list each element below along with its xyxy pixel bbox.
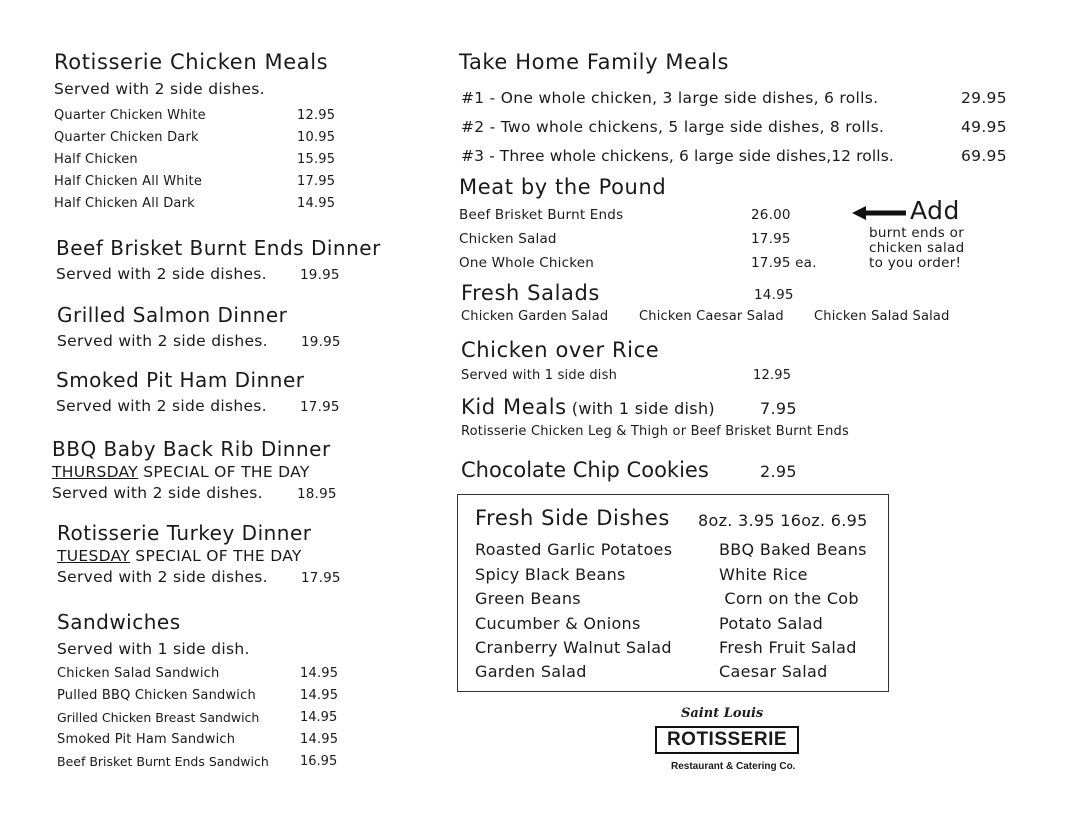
item-name: Half Chicken All White [54,174,203,189]
salads-price: 14.95 [754,287,794,303]
sandwiches-subtitle: Served with 1 side dish. [57,640,250,658]
sides-title: Fresh Side Dishes [475,506,670,530]
logo-name: ROTISSERIE [655,726,799,754]
side-item: Spicy Black Beans [475,565,626,584]
salmon-dinner-title: Grilled Salmon Dinner [57,303,288,327]
kids-note: (with 1 side dish) [571,399,715,418]
item-name: #3 - Three whole chickens, 6 large side dishes,12 rolls. [461,147,894,165]
item-price: 14.95 [297,196,336,211]
item-price: 12.95 [297,108,336,123]
item-price: 49.95 [961,118,1007,136]
salmon-dinner-subtitle: Served with 2 side dishes. [57,332,268,350]
item-name: Chicken Salad Sandwich [57,666,220,681]
add-note [869,226,964,271]
sandwiches-title: Sandwiches [57,610,181,634]
rib-dinner-title: BBQ Baby Back Rib Dinner [52,437,331,461]
salads-title: Fresh Salads [461,281,600,305]
side-item: Caesar Salad [719,662,828,681]
item-price: 14.95 [300,710,338,725]
side-item: BBQ Baked Beans [719,540,867,559]
brisket-dinner-title: Beef Brisket Burnt Ends Dinner [56,236,381,260]
logo-script: Saint Louis [681,706,764,721]
item-price: 17.95 ea. [751,255,817,271]
item-name: Pulled BBQ Chicken Sandwich [57,688,256,703]
brisket-dinner-subtitle: Served with 2 side dishes. [56,265,267,283]
cookies-price: 2.95 [760,462,797,481]
side-item: Fresh Fruit Salad [719,638,857,657]
rib-dinner-price: 18.95 [297,486,337,502]
rice-title: Chicken over Rice [461,338,660,362]
side-item: Cranberry Walnut Salad [475,638,672,657]
item-name: Half Chicken [54,152,138,167]
rib-dinner-subtitle: Served with 2 side dishes. [52,484,263,502]
item-price: 17.95 [297,174,336,189]
logo-tagline: Restaurant & Catering Co. [671,761,796,772]
salmon-dinner-price: 19.95 [301,334,341,350]
item-price: 16.95 [300,754,338,769]
sides-sizes: 8oz. 3.95 16oz. 6.95 [698,511,868,530]
add-note-line: to you order! [869,255,962,271]
add-note-line: burnt ends or [869,225,965,241]
salad-item: Chicken Garden Salad [461,309,609,324]
cookies-title: Chocolate Chip Cookies [461,458,709,482]
side-item: Green Beans [475,589,581,608]
side-item: Potato Salad [719,614,824,633]
item-name: Beef Brisket Burnt Ends Sandwich [57,754,269,769]
item-price: 15.95 [297,152,336,167]
side-item: Roasted Garlic Potatoes [475,540,673,559]
item-name: Quarter Chicken White [54,108,206,123]
special-text: SPECIAL OF THE DAY [138,463,310,481]
family-title: Take Home Family Meals [459,50,730,74]
brisket-dinner-price: 19.95 [300,267,340,283]
turkey-dinner-price: 17.95 [301,570,341,586]
item-name: Quarter Chicken Dark [54,130,199,145]
salad-item: Chicken Salad Salad [814,309,950,324]
item-price: 69.95 [961,147,1007,165]
rotisserie-title: Rotisserie Chicken Meals [54,50,329,74]
special-text: SPECIAL OF THE DAY [130,547,302,565]
item-price: 14.95 [300,688,339,703]
kids-title: Kid Meals [461,395,567,419]
side-item: Cucumber & Onions [475,614,641,633]
rice-subtitle: Served with 1 side dish [461,368,618,383]
item-price: 14.95 [300,666,339,681]
kids-price: 7.95 [760,399,797,418]
meat-pound-title: Meat by the Pound [459,175,667,199]
turkey-dinner-subtitle: Served with 2 side dishes. [57,568,268,586]
item-price: 14.95 [300,732,339,747]
ham-dinner-title: Smoked Pit Ham Dinner [56,368,305,392]
ham-dinner-price: 17.95 [300,399,340,415]
turkey-special-line [57,547,302,565]
kids-heading [461,395,715,419]
add-label: Add [910,196,960,225]
item-name: #1 - One whole chicken, 3 large side dishes, 6 rolls. [461,89,879,107]
item-price: 29.95 [961,89,1007,107]
turkey-dinner-title: Rotisserie Turkey Dinner [57,521,312,545]
rib-special-line [52,463,310,481]
salad-item: Chicken Caesar Salad [639,309,784,324]
item-name: Chicken Salad [459,231,557,247]
arrow-left-icon [852,205,906,221]
item-price: 17.95 [751,231,791,247]
item-name: Beef Brisket Burnt Ends [459,207,624,223]
ham-dinner-subtitle: Served with 2 side dishes. [56,397,267,415]
item-name: Half Chicken All Dark [54,196,195,211]
item-name: Smoked Pit Ham Sandwich [57,732,236,747]
item-name: One Whole Chicken [459,255,595,271]
item-price: 26.00 [751,207,791,223]
rice-price: 12.95 [753,368,792,383]
side-item: White Rice [719,565,808,584]
special-day: TUESDAY [57,547,131,565]
item-name: #2 - Two whole chickens, 5 large side dishes, 8 rolls. [461,118,885,136]
special-day: THURSDAY [52,463,139,481]
side-item: Garden Salad [475,662,587,681]
kids-subtitle: Rotisserie Chicken Leg & Thigh or Beef Brisket Burnt Ends [461,424,849,439]
add-note-line: chicken salad [869,240,965,256]
side-item: Corn on the Cob [719,589,859,608]
item-name: Grilled Chicken Breast Sandwich [57,710,260,725]
rotisserie-subtitle: Served with 2 side dishes. [54,80,265,98]
item-price: 10.95 [297,130,336,145]
